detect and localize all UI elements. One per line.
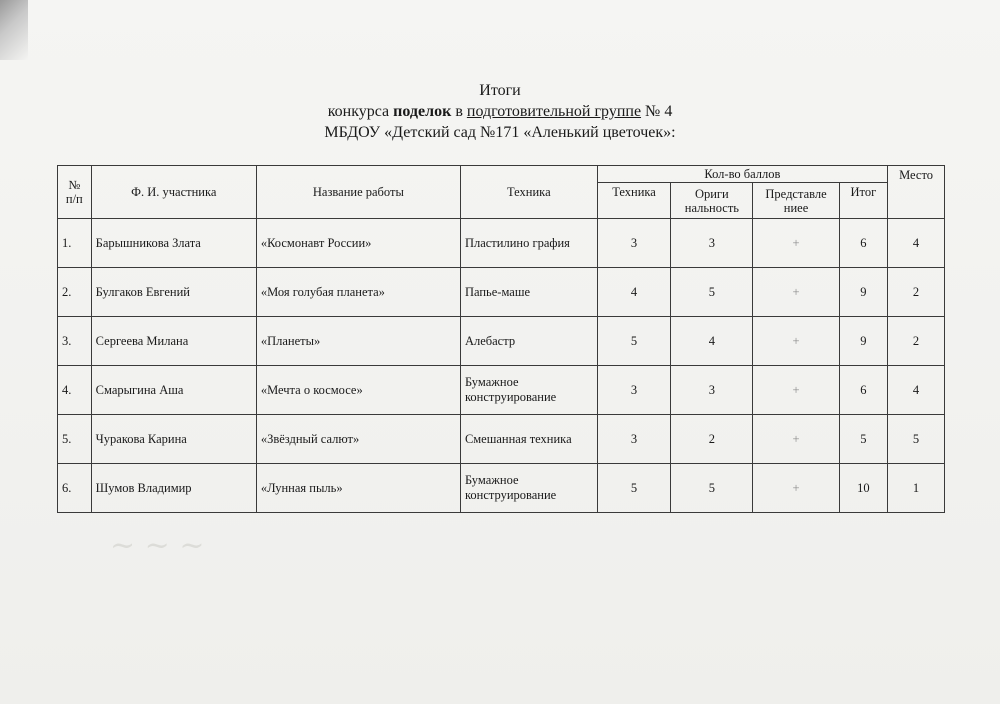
row-number: 2. — [58, 268, 92, 317]
score-total: 6 — [839, 366, 887, 415]
score-total: 9 — [839, 268, 887, 317]
place-value: 1 — [888, 464, 945, 513]
subheader-total: Итог — [839, 183, 887, 219]
score-originality: 4 — [671, 317, 753, 366]
score-technique: 4 — [597, 268, 671, 317]
work-title: «Планеты» — [256, 317, 460, 366]
participant-name: Шумов Владимир — [91, 464, 256, 513]
results-table — [57, 165, 945, 513]
score-presentation: + — [753, 317, 839, 366]
subtitle-bold: поделок — [393, 103, 452, 120]
technique-name: Бумажное конструирование — [460, 464, 597, 513]
table-row — [58, 317, 945, 366]
score-technique: 5 — [597, 464, 671, 513]
score-total: 6 — [839, 219, 887, 268]
technique-name: Алебастр — [460, 317, 597, 366]
row-number: 1. — [58, 219, 92, 268]
place-value: 4 — [888, 219, 945, 268]
table-row — [58, 366, 945, 415]
score-total: 5 — [839, 415, 887, 464]
score-presentation: + — [753, 219, 839, 268]
work-title: «Моя голубая планета» — [256, 268, 460, 317]
technique-name: Бумажное конструирование — [460, 366, 597, 415]
header-place: Место — [888, 166, 945, 219]
score-originality: 3 — [671, 219, 753, 268]
subtitle-part3: № 4 — [641, 103, 673, 120]
subtitle-part1: конкурса — [327, 103, 394, 120]
score-originality: 2 — [671, 415, 753, 464]
technique-name: Папье-маше — [460, 268, 597, 317]
header-technique: Техника — [460, 166, 597, 219]
subheader-originality: Ориги нальность — [671, 183, 753, 219]
work-title: «Мечта о космосе» — [256, 366, 460, 415]
participant-name: Смарыгина Аша — [91, 366, 256, 415]
score-presentation: + — [753, 366, 839, 415]
subheader-presentation: Представле ниее — [753, 183, 839, 219]
faint-handwriting-bleed: ~ ~ ~ — [110, 528, 205, 563]
place-value: 4 — [888, 366, 945, 415]
heading-organization: МБДОУ «Детский сад №171 «Аленький цветочек»: — [324, 124, 676, 141]
scan-shadow — [0, 0, 28, 60]
table-row — [58, 219, 945, 268]
work-title: «Звёздный салют» — [256, 415, 460, 464]
score-total: 10 — [839, 464, 887, 513]
row-number: 5. — [58, 415, 92, 464]
participant-name: Барышникова Злата — [91, 219, 256, 268]
header-number: № п/п — [58, 166, 92, 219]
score-presentation: + — [753, 268, 839, 317]
place-value: 2 — [888, 268, 945, 317]
document-heading — [0, 80, 1000, 143]
row-number: 3. — [58, 317, 92, 366]
header-scores: Кол-во баллов — [597, 166, 887, 183]
row-number: 4. — [58, 366, 92, 415]
work-title: «Космонавт России» — [256, 219, 460, 268]
work-title: «Лунная пыль» — [256, 464, 460, 513]
score-presentation: + — [753, 464, 839, 513]
score-originality: 5 — [671, 464, 753, 513]
subheader-technique: Техника — [597, 183, 671, 219]
header-work-title: Название работы — [256, 166, 460, 219]
score-technique: 3 — [597, 415, 671, 464]
score-originality: 3 — [671, 366, 753, 415]
subtitle-underlined: подготовительной группе — [466, 103, 642, 120]
participant-name: Чуракова Карина — [91, 415, 256, 464]
score-presentation: + — [753, 415, 839, 464]
technique-name: Пластилино графия — [460, 219, 597, 268]
score-total: 9 — [839, 317, 887, 366]
header-participant: Ф. И. участника — [91, 166, 256, 219]
row-number: 6. — [58, 464, 92, 513]
technique-name: Смешанная техника — [460, 415, 597, 464]
place-value: 2 — [888, 317, 945, 366]
participant-name: Сергеева Милана — [91, 317, 256, 366]
participant-name: Булгаков Евгений — [91, 268, 256, 317]
heading-subtitle — [0, 101, 1000, 122]
score-technique: 3 — [597, 366, 671, 415]
place-value: 5 — [888, 415, 945, 464]
table-row — [58, 268, 945, 317]
subtitle-part2: в — [451, 103, 467, 120]
table-row — [58, 415, 945, 464]
score-technique: 5 — [597, 317, 671, 366]
table-row — [58, 464, 945, 513]
score-originality: 5 — [671, 268, 753, 317]
score-technique: 3 — [597, 219, 671, 268]
heading-title: Итоги — [479, 82, 521, 99]
